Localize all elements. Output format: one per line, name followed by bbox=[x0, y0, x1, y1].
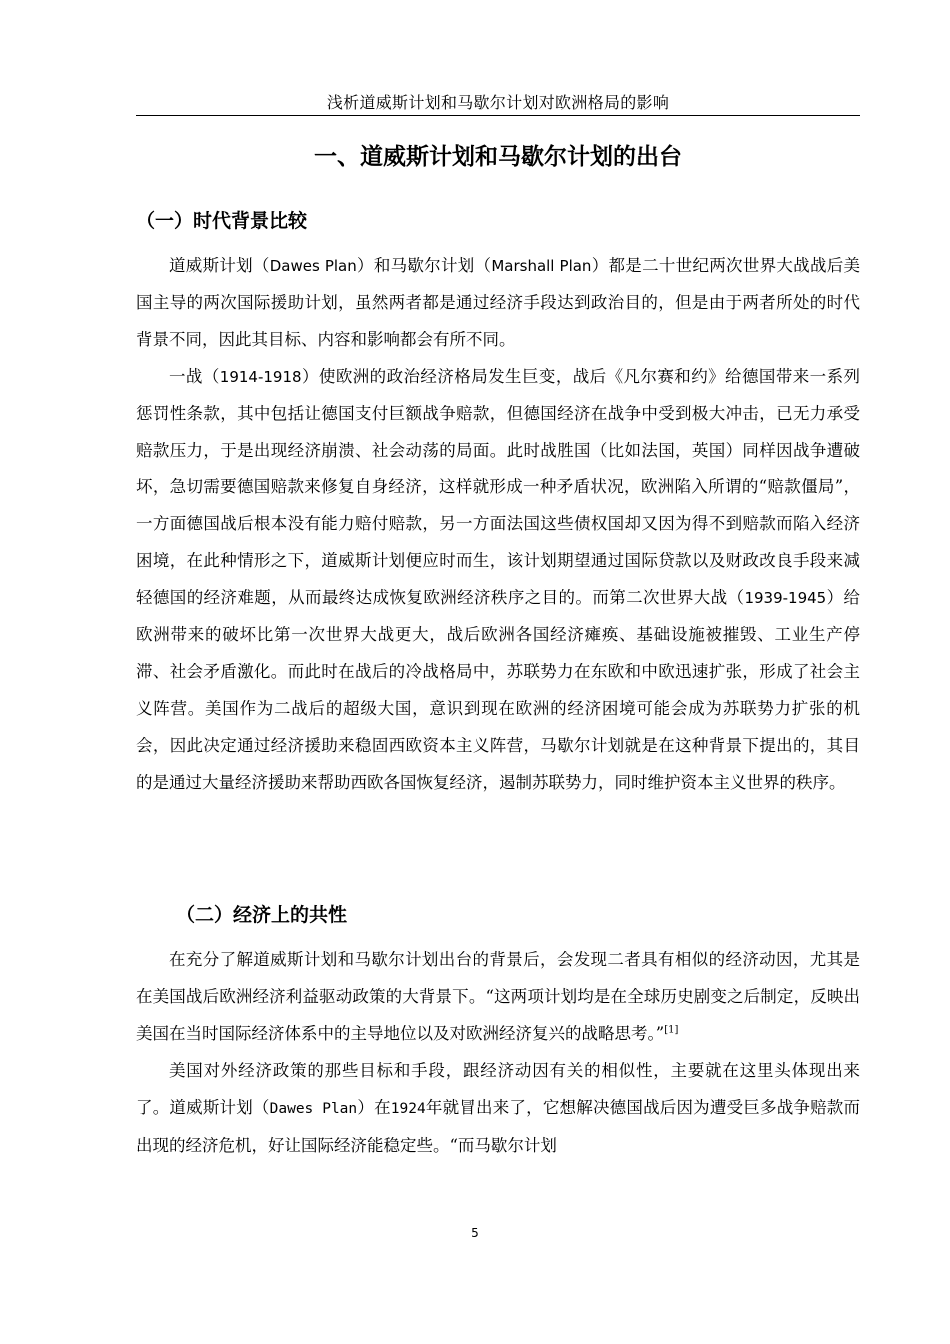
paragraph: 在充分了解道威斯计划和马歇尔计划出台的背景后，会发现二者具有相似的经济动因，尤其是在美国战后欧洲经济利益驱动政策的大背景下。“这两项计划均是在全球历史剧变之后制定，反映出美国在当时国际经济体系中的主导地位以及对欧洲经济复兴的战略思考。”[1] bbox=[136, 950, 860, 1043]
running-header: 浅析道威斯计划和马歇尔计划对欧洲格局的影响 bbox=[326, 93, 670, 112]
section-title-economic: （二）经济上的共性 bbox=[176, 904, 348, 926]
paragraph: 一战（1914-1918）使欧洲的政治经济格局发生巨变，战后《凡尔赛和约》给德国带来一系列惩罚性条款，其中包括让德国支付巨额战争赔款，但德国经济在战争中受到极大冲击，已无力承受赔款压力，于是出现经济崩溃、社会动荡的局面。此时战胜国（比如法国，英国）同样因战争遭破坏，急切需要德国赔款来修复自身经济，这样就形成一种矛盾状况，欧洲陷入所谓的“赔款僵局”，一方面德国战后根本没有能力赔付赔款，另一方面法国这些债权国却又因为得不到赔款而陷入经济困境，在此种情形之下，道威斯计划便应时而生，该计划期望通过国际贷款以及财政改良手段来减轻德国的经济难题，从而最终达成恢复欧洲经济秩序之目的。而第二次世界大战（1939-1945）给欧洲带来的破坏比第一次世界大战更大，战后欧洲各国经济瘫痪、基础设施被摧毁、工业生产停滞、社会矛盾激化。而此时在战后的冷战格局中，苏联势力在东欧和中欧迅速扩张，形成了社会主义阵营。美国作为二战后的超级大国，意识到现在欧洲的经济困境可能会成为苏联势力扩张的机会，因此决定通过经济援助来稳固西欧资本主义阵营，马歇尔计划就是在这种背景下提出的，其目的是通过大量经济援助来帮助西欧各国恢复经济，遏制苏联势力，同时维护资本主义世界的秩序。 bbox=[136, 366, 861, 792]
section-economic-body bbox=[136, 942, 860, 1164]
page-number: 5 bbox=[471, 1226, 479, 1240]
paragraph: 美国对外经济政策的那些目标和手段，跟经济动因有关的相似性，主要就在这里头体现出来了。道威斯计划（Dawes Plan）在1924年就冒出来了，它想解决德国战后因为遭受巨多战争赔款而出现的经济危机，好让国际经济能稳定些。“而马歇尔计划 bbox=[136, 1060, 861, 1155]
chapter-title: 一、道威斯计划和马歇尔计划的出台 bbox=[314, 144, 682, 170]
section-background-body bbox=[136, 248, 860, 802]
header-rule bbox=[136, 115, 860, 116]
section-title-background: （一）时代背景比较 bbox=[136, 210, 308, 232]
paragraph: 道威斯计划（Dawes Plan）和马歇尔计划（Marshall Plan）都是二十世纪两次世界大战战后美国主导的两次国际援助计划，虽然两者都是通过经济手段达到政治目的，但是由于两者所处的时代背景不同，因此其目标、内容和影响都会有所不同。 bbox=[136, 256, 861, 349]
citation-reference: [1] bbox=[664, 1024, 679, 1036]
